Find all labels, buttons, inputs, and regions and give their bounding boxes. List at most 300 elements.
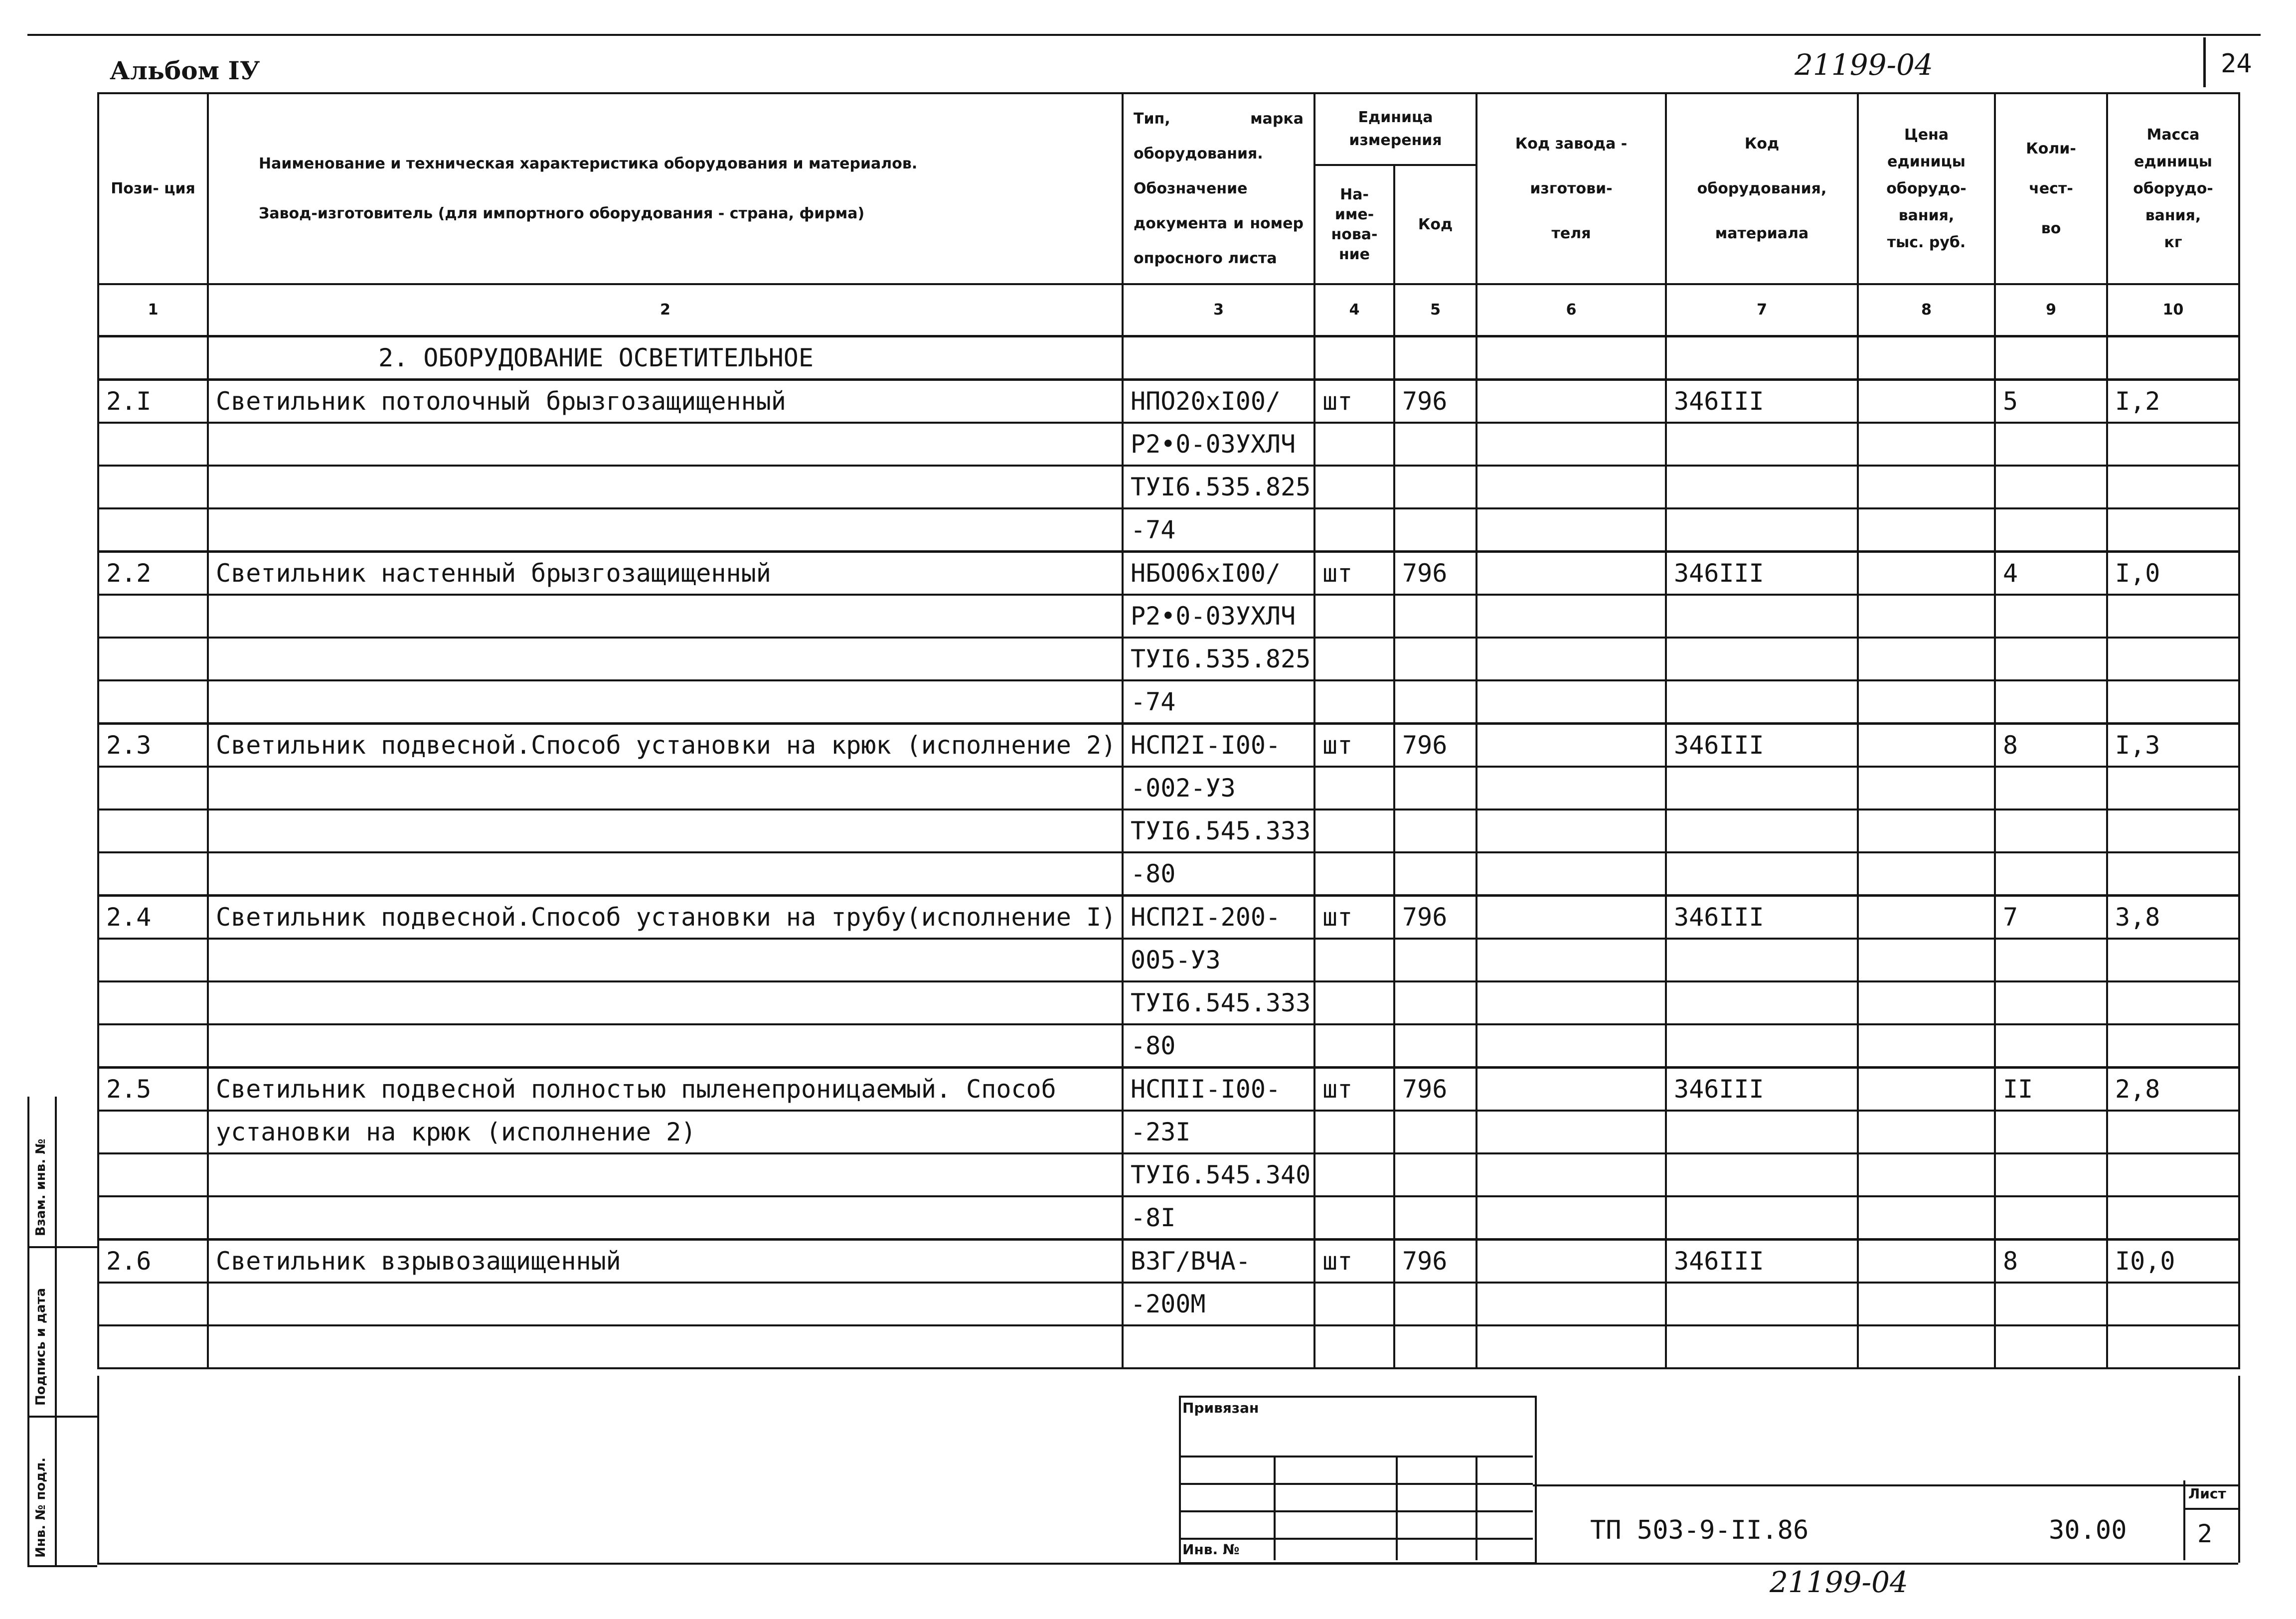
cell-factory-code bbox=[1476, 508, 1666, 552]
cell-position: 2.6 bbox=[98, 1240, 208, 1283]
cell-mass bbox=[2107, 423, 2239, 466]
cell-quantity bbox=[1995, 638, 2107, 680]
cell-type: ТУI6.535.825 bbox=[1123, 466, 1314, 508]
cell-price bbox=[1858, 1240, 1995, 1283]
cell-type: ВЗГ/ВЧА- bbox=[1123, 1240, 1314, 1283]
cell-equipment-code bbox=[1666, 767, 1858, 810]
table-row bbox=[98, 1196, 2239, 1240]
cell-unit-code: 796 bbox=[1394, 552, 1476, 595]
cell-price bbox=[1858, 380, 1995, 423]
cell-name: Светильник подвесной.Способ установки на трубу(исполнение I) bbox=[208, 896, 1123, 939]
cell-unit-code bbox=[1394, 508, 1476, 552]
cell-factory-code bbox=[1476, 810, 1666, 852]
cell-name bbox=[208, 638, 1123, 680]
cell-equipment-code bbox=[1666, 1325, 1858, 1368]
cell-quantity: 5 bbox=[1995, 380, 2107, 423]
table-row bbox=[98, 1283, 2239, 1325]
cell-position bbox=[98, 1111, 208, 1153]
cell-name bbox=[208, 1325, 1123, 1368]
cell-price bbox=[1858, 466, 1995, 508]
cell-quantity bbox=[1995, 1153, 2107, 1196]
cell-type: -200М bbox=[1123, 1283, 1314, 1325]
col-number: 3 bbox=[1123, 284, 1314, 336]
cell-name bbox=[208, 1153, 1123, 1196]
cell-unit-code bbox=[1394, 638, 1476, 680]
cell-position bbox=[98, 981, 208, 1024]
cell-mass bbox=[2107, 767, 2239, 810]
col-number: 2 bbox=[208, 284, 1123, 336]
table-row bbox=[98, 767, 2239, 810]
cell-factory-code bbox=[1476, 767, 1666, 810]
table-row bbox=[98, 466, 2239, 508]
cell-quantity bbox=[1995, 680, 2107, 724]
cell-factory-code bbox=[1476, 552, 1666, 595]
cell-unit-code: 796 bbox=[1394, 380, 1476, 423]
cell-mass bbox=[2107, 680, 2239, 724]
side-label-original-inv: Инв. № подл. bbox=[33, 1457, 48, 1558]
cell-quantity bbox=[1995, 1283, 2107, 1325]
cell-factory-code bbox=[1476, 595, 1666, 638]
col-header-mass: Масса единицы оборудо- вания, кг bbox=[2107, 93, 2239, 284]
stamp-line bbox=[1274, 1456, 1276, 1560]
cell-unit bbox=[1314, 423, 1394, 466]
side-label-replacement: Взам. инв. № bbox=[33, 1138, 48, 1236]
cell-position bbox=[98, 638, 208, 680]
cell-unit: шт bbox=[1314, 552, 1394, 595]
cell-name bbox=[208, 1283, 1123, 1325]
cell-name bbox=[208, 981, 1123, 1024]
cell-factory-code bbox=[1476, 1068, 1666, 1111]
cell-type: -23I bbox=[1123, 1111, 1314, 1153]
cell-mass bbox=[2107, 1196, 2239, 1240]
cell-position bbox=[98, 466, 208, 508]
table-row bbox=[98, 896, 2239, 939]
cell-price bbox=[1858, 508, 1995, 552]
cell-factory-code bbox=[1476, 939, 1666, 981]
cell-name bbox=[208, 852, 1123, 896]
cell-factory-code bbox=[1476, 466, 1666, 508]
cell-position bbox=[98, 1283, 208, 1325]
cell-price bbox=[1858, 852, 1995, 896]
cell-position bbox=[98, 423, 208, 466]
cell-mass bbox=[2107, 466, 2239, 508]
cell-type: -8I bbox=[1123, 1196, 1314, 1240]
cell-unit bbox=[1314, 595, 1394, 638]
cell-name bbox=[208, 595, 1123, 638]
cell-factory-code bbox=[1476, 1325, 1666, 1368]
cell-name bbox=[208, 1196, 1123, 1240]
cell-type: Р2•0-03УХЛЧ bbox=[1123, 423, 1314, 466]
cell-mass bbox=[2107, 852, 2239, 896]
cell-price bbox=[1858, 1153, 1995, 1196]
cell-factory-code bbox=[1476, 1111, 1666, 1153]
cell-unit-code bbox=[1394, 1196, 1476, 1240]
stamp-line bbox=[1179, 1510, 1533, 1512]
stamp-title: Привязан bbox=[1182, 1400, 1259, 1416]
cell-quantity bbox=[1995, 939, 2107, 981]
cell-name: Светильник подвесной.Способ установки на крюк (исполнение 2) bbox=[208, 724, 1123, 767]
cell-position: 2.3 bbox=[98, 724, 208, 767]
cell-unit bbox=[1314, 638, 1394, 680]
cell-mass: I,2 bbox=[2107, 380, 2239, 423]
cell-quantity: II bbox=[1995, 1068, 2107, 1111]
cell-price bbox=[1858, 638, 1995, 680]
document-code: ТП 503-9-II.86 bbox=[1590, 1515, 1809, 1545]
cell-quantity: 7 bbox=[1995, 896, 2107, 939]
stamp-line bbox=[1179, 1456, 1533, 1457]
col-number: 4 bbox=[1314, 284, 1394, 336]
table-row bbox=[98, 508, 2239, 552]
cell-equipment-code: 346III bbox=[1666, 896, 1858, 939]
cell-type: НСПII-I00- bbox=[1123, 1068, 1314, 1111]
table-row bbox=[98, 939, 2239, 981]
cell-name: установки на крюк (исполнение 2) bbox=[208, 1111, 1123, 1153]
cell-quantity bbox=[1995, 767, 2107, 810]
cell-position: 2.4 bbox=[98, 896, 208, 939]
cell-unit bbox=[1314, 466, 1394, 508]
cell-unit-code bbox=[1394, 1111, 1476, 1153]
cell-factory-code bbox=[1476, 981, 1666, 1024]
title-block-line bbox=[2183, 1480, 2185, 1560]
cell-position bbox=[98, 508, 208, 552]
handwritten-doc-number: 21199-04 bbox=[1795, 48, 1933, 82]
cell-price bbox=[1858, 680, 1995, 724]
cell-equipment-code bbox=[1666, 939, 1858, 981]
cell-quantity: 8 bbox=[1995, 724, 2107, 767]
cell-quantity bbox=[1995, 810, 2107, 852]
cell-position: 2.I bbox=[98, 380, 208, 423]
cell-unit-code bbox=[1394, 1153, 1476, 1196]
cell-mass: I,0 bbox=[2107, 552, 2239, 595]
stamp-line bbox=[1476, 1456, 1477, 1560]
cell-quantity bbox=[1995, 423, 2107, 466]
cell-unit-code bbox=[1394, 852, 1476, 896]
cell-unit-code bbox=[1394, 1024, 1476, 1068]
cell-price bbox=[1858, 896, 1995, 939]
cell-equipment-code: 346III bbox=[1666, 724, 1858, 767]
list-number: 2 bbox=[2197, 1519, 2213, 1548]
cell-position: 2.2 bbox=[98, 552, 208, 595]
cell-position bbox=[98, 1024, 208, 1068]
cell-factory-code bbox=[1476, 423, 1666, 466]
table-row bbox=[98, 423, 2239, 466]
cell-name bbox=[208, 466, 1123, 508]
cell-quantity bbox=[1995, 595, 2107, 638]
cell-type: НПО20хI00/ bbox=[1123, 380, 1314, 423]
cell-mass bbox=[2107, 939, 2239, 981]
cell-equipment-code bbox=[1666, 1153, 1858, 1196]
cell-position bbox=[98, 595, 208, 638]
cell-unit-code bbox=[1394, 1283, 1476, 1325]
cell-equipment-code: 346III bbox=[1666, 1068, 1858, 1111]
cell-unit-code bbox=[1394, 680, 1476, 724]
stamp-line bbox=[1179, 1483, 1533, 1485]
cell-name bbox=[208, 423, 1123, 466]
cell-type: НБО06хI00/ bbox=[1123, 552, 1314, 595]
col-header-unit-code: Код bbox=[1394, 165, 1476, 284]
cell-factory-code bbox=[1476, 1024, 1666, 1068]
cell-factory-code bbox=[1476, 896, 1666, 939]
cell-unit: шт bbox=[1314, 896, 1394, 939]
cell-unit-code bbox=[1394, 981, 1476, 1024]
col-number: 8 bbox=[1858, 284, 1995, 336]
section-row bbox=[98, 336, 2239, 380]
cell-quantity: 8 bbox=[1995, 1240, 2107, 1283]
cell-name bbox=[208, 939, 1123, 981]
table-row bbox=[98, 638, 2239, 680]
cell-unit bbox=[1314, 1111, 1394, 1153]
cell-factory-code bbox=[1476, 1283, 1666, 1325]
col-header-position: Пози- ция bbox=[98, 93, 208, 284]
cell-equipment-code bbox=[1666, 466, 1858, 508]
cell-quantity bbox=[1995, 508, 2107, 552]
specification-table bbox=[97, 92, 2240, 1369]
cell-name: Светильник настенный брызгозащищенный bbox=[208, 552, 1123, 595]
cell-position bbox=[98, 1153, 208, 1196]
stamp-inv-label: Инв. № bbox=[1182, 1541, 1240, 1558]
cell-type bbox=[1123, 1325, 1314, 1368]
handwritten-bottom-number: 21199-04 bbox=[1770, 1565, 1908, 1599]
cell-mass bbox=[2107, 508, 2239, 552]
cell-equipment-code: 346III bbox=[1666, 552, 1858, 595]
table-row bbox=[98, 724, 2239, 767]
cell-factory-code bbox=[1476, 1240, 1666, 1283]
col-number: 6 bbox=[1476, 284, 1666, 336]
cell-unit-code bbox=[1394, 595, 1476, 638]
cell-mass bbox=[2107, 1283, 2239, 1325]
cell-price bbox=[1858, 724, 1995, 767]
cell-unit-code bbox=[1394, 767, 1476, 810]
table-row bbox=[98, 981, 2239, 1024]
cell-equipment-code bbox=[1666, 1196, 1858, 1240]
cell-unit-code: 796 bbox=[1394, 1068, 1476, 1111]
cell-quantity bbox=[1995, 981, 2107, 1024]
sheet-number-divider bbox=[2203, 37, 2206, 87]
col-number: 9 bbox=[1995, 284, 2107, 336]
cell-position bbox=[98, 767, 208, 810]
cell-unit bbox=[1314, 1325, 1394, 1368]
cell-unit-code bbox=[1394, 939, 1476, 981]
cell-position: 2.5 bbox=[98, 1068, 208, 1111]
cell-equipment-code bbox=[1666, 423, 1858, 466]
cell-equipment-code bbox=[1666, 595, 1858, 638]
col-header-price: Цена единицы оборудо- вания, тыс. руб. bbox=[1858, 93, 1995, 284]
cell-price bbox=[1858, 810, 1995, 852]
cell-unit bbox=[1314, 767, 1394, 810]
cell-unit: шт bbox=[1314, 1068, 1394, 1111]
col-number: 7 bbox=[1666, 284, 1858, 336]
cell-mass bbox=[2107, 810, 2239, 852]
title-block-line bbox=[1533, 1484, 2238, 1486]
cell-equipment-code bbox=[1666, 981, 1858, 1024]
side-stamp bbox=[27, 1097, 97, 1565]
table-row bbox=[98, 1024, 2239, 1068]
cell-unit-code bbox=[1394, 423, 1476, 466]
cell-unit-code bbox=[1394, 810, 1476, 852]
cell-price bbox=[1858, 1196, 1995, 1240]
col-number: 1 bbox=[98, 284, 208, 336]
col-header-quantity: Коли- чест- во bbox=[1995, 93, 2107, 284]
table-row bbox=[98, 552, 2239, 595]
cell-position bbox=[98, 680, 208, 724]
cell-equipment-code bbox=[1666, 680, 1858, 724]
col-header-equipment-code: Код оборудования, материала bbox=[1666, 93, 1858, 284]
cell-type: -80 bbox=[1123, 852, 1314, 896]
cell-unit-code bbox=[1394, 466, 1476, 508]
cell-unit: шт bbox=[1314, 380, 1394, 423]
cell-mass: I0,0 bbox=[2107, 1240, 2239, 1283]
cell-unit-code: 796 bbox=[1394, 724, 1476, 767]
cell-unit bbox=[1314, 508, 1394, 552]
cell-equipment-code bbox=[1666, 508, 1858, 552]
cell-factory-code bbox=[1476, 1153, 1666, 1196]
cell-name bbox=[208, 810, 1123, 852]
cell-unit bbox=[1314, 1196, 1394, 1240]
cell-price bbox=[1858, 1068, 1995, 1111]
cell-price bbox=[1858, 939, 1995, 981]
cell-mass bbox=[2107, 1153, 2239, 1196]
cell-equipment-code bbox=[1666, 1283, 1858, 1325]
cell-quantity bbox=[1995, 466, 2107, 508]
cell-mass bbox=[2107, 1325, 2239, 1368]
cell-quantity bbox=[1995, 852, 2107, 896]
cell-factory-code bbox=[1476, 724, 1666, 767]
cell-quantity bbox=[1995, 1024, 2107, 1068]
table-row bbox=[98, 852, 2239, 896]
cell-quantity bbox=[1995, 1196, 2107, 1240]
cell-type: Р2•0-03УХЛЧ bbox=[1123, 595, 1314, 638]
cell-mass bbox=[2107, 1024, 2239, 1068]
right-border-line bbox=[2238, 1376, 2240, 1563]
cell-type: -74 bbox=[1123, 508, 1314, 552]
cell-equipment-code bbox=[1666, 638, 1858, 680]
title-block-line bbox=[2183, 1508, 2238, 1510]
stamp-line bbox=[1396, 1456, 1398, 1560]
cell-price bbox=[1858, 1024, 1995, 1068]
cell-name bbox=[208, 1024, 1123, 1068]
cell-equipment-code bbox=[1666, 1111, 1858, 1153]
cell-type: НСП2I-200- bbox=[1123, 896, 1314, 939]
cell-unit bbox=[1314, 939, 1394, 981]
cell-position bbox=[98, 939, 208, 981]
cell-factory-code bbox=[1476, 1196, 1666, 1240]
cell-price bbox=[1858, 595, 1995, 638]
cell-name: Светильник подвесной полностью пыленепроницаемый. Способ bbox=[208, 1068, 1123, 1111]
cell-factory-code bbox=[1476, 380, 1666, 423]
table-row bbox=[98, 1153, 2239, 1196]
side-label-signature: Подпись и дата bbox=[33, 1288, 48, 1406]
cell-type: 005-У3 bbox=[1123, 939, 1314, 981]
cell-mass: 2,8 bbox=[2107, 1068, 2239, 1111]
list-label: Лист bbox=[2188, 1485, 2226, 1502]
section-title: 2. ОБОРУДОВАНИЕ ОСВЕТИТЕЛЬНОЕ bbox=[208, 336, 1123, 380]
cell-unit-code bbox=[1394, 1325, 1476, 1368]
cell-factory-code bbox=[1476, 638, 1666, 680]
cell-mass bbox=[2107, 1111, 2239, 1153]
sheet-number: 24 bbox=[2221, 49, 2252, 79]
cell-quantity: 4 bbox=[1995, 552, 2107, 595]
col-header-type: Тип, марка оборудования. Обозначение документа и номер опросного листа bbox=[1123, 93, 1314, 284]
col-header-unit-name: На- име- нова- ние bbox=[1314, 165, 1394, 284]
table-row bbox=[98, 1068, 2239, 1111]
cell-type: -002-У3 bbox=[1123, 767, 1314, 810]
cell-mass bbox=[2107, 638, 2239, 680]
cell-name bbox=[208, 508, 1123, 552]
cell-type: ТУI6.545.340 bbox=[1123, 1153, 1314, 1196]
cell-unit bbox=[1314, 1153, 1394, 1196]
cell-position bbox=[98, 1196, 208, 1240]
table-row bbox=[98, 1111, 2239, 1153]
cell-mass bbox=[2107, 981, 2239, 1024]
top-border-line bbox=[27, 34, 2261, 36]
col-number: 5 bbox=[1394, 284, 1476, 336]
cell-unit: шт bbox=[1314, 1240, 1394, 1283]
cell-name: Светильник потолочный брызгозащищенный bbox=[208, 380, 1123, 423]
cell-position bbox=[98, 810, 208, 852]
cell-price bbox=[1858, 1325, 1995, 1368]
table-row bbox=[98, 1325, 2239, 1368]
table-row bbox=[98, 595, 2239, 638]
bottom-border-line bbox=[97, 1563, 2238, 1565]
cell-quantity bbox=[1995, 1325, 2107, 1368]
left-border-line bbox=[97, 1376, 99, 1563]
col-header-unit-group: Единица измерения bbox=[1314, 93, 1476, 165]
cell-price bbox=[1858, 552, 1995, 595]
col-header-name: Наименование и техническая характеристика оборудования и материалов. Завод-изготовитель (для импортного оборудования - страна, фирма) bbox=[208, 93, 1123, 284]
col-number: 10 bbox=[2107, 284, 2239, 336]
table-row bbox=[98, 680, 2239, 724]
cell-equipment-code: 346III bbox=[1666, 1240, 1858, 1283]
cell-unit bbox=[1314, 1024, 1394, 1068]
cell-factory-code bbox=[1476, 852, 1666, 896]
cell-price bbox=[1858, 981, 1995, 1024]
table-row bbox=[98, 810, 2239, 852]
cell-unit bbox=[1314, 852, 1394, 896]
cell-equipment-code: 346III bbox=[1666, 380, 1858, 423]
cell-factory-code bbox=[1476, 680, 1666, 724]
cell-position bbox=[98, 852, 208, 896]
cell-name: Светильник взрывозащищенный bbox=[208, 1240, 1123, 1283]
cell-name bbox=[208, 680, 1123, 724]
cell-type: -80 bbox=[1123, 1024, 1314, 1068]
cell-name bbox=[208, 767, 1123, 810]
cell-price bbox=[1858, 1283, 1995, 1325]
cell-equipment-code bbox=[1666, 852, 1858, 896]
cell-position bbox=[98, 1325, 208, 1368]
cell-type: ТУI6.535.825 bbox=[1123, 638, 1314, 680]
album-label: Альбом IУ bbox=[110, 56, 260, 85]
cell-unit: шт bbox=[1314, 724, 1394, 767]
cell-price bbox=[1858, 423, 1995, 466]
cell-quantity bbox=[1995, 1111, 2107, 1153]
table-row bbox=[98, 1240, 2239, 1283]
cell-unit bbox=[1314, 1283, 1394, 1325]
cell-type: ТУI6.545.333 bbox=[1123, 981, 1314, 1024]
cell-mass: 3,8 bbox=[2107, 896, 2239, 939]
cell-unit bbox=[1314, 981, 1394, 1024]
col-header-factory-code: Код завода - изготови- теля bbox=[1476, 93, 1666, 284]
cell-mass bbox=[2107, 595, 2239, 638]
cell-unit-code: 796 bbox=[1394, 1240, 1476, 1283]
cell-price bbox=[1858, 767, 1995, 810]
cell-mass: I,3 bbox=[2107, 724, 2239, 767]
stamp-line bbox=[1179, 1538, 1533, 1540]
cell-type: НСП2I-I00- bbox=[1123, 724, 1314, 767]
cell-type: ТУI6.545.333 bbox=[1123, 810, 1314, 852]
cell-type: -74 bbox=[1123, 680, 1314, 724]
cell-equipment-code bbox=[1666, 1024, 1858, 1068]
cell-unit bbox=[1314, 810, 1394, 852]
